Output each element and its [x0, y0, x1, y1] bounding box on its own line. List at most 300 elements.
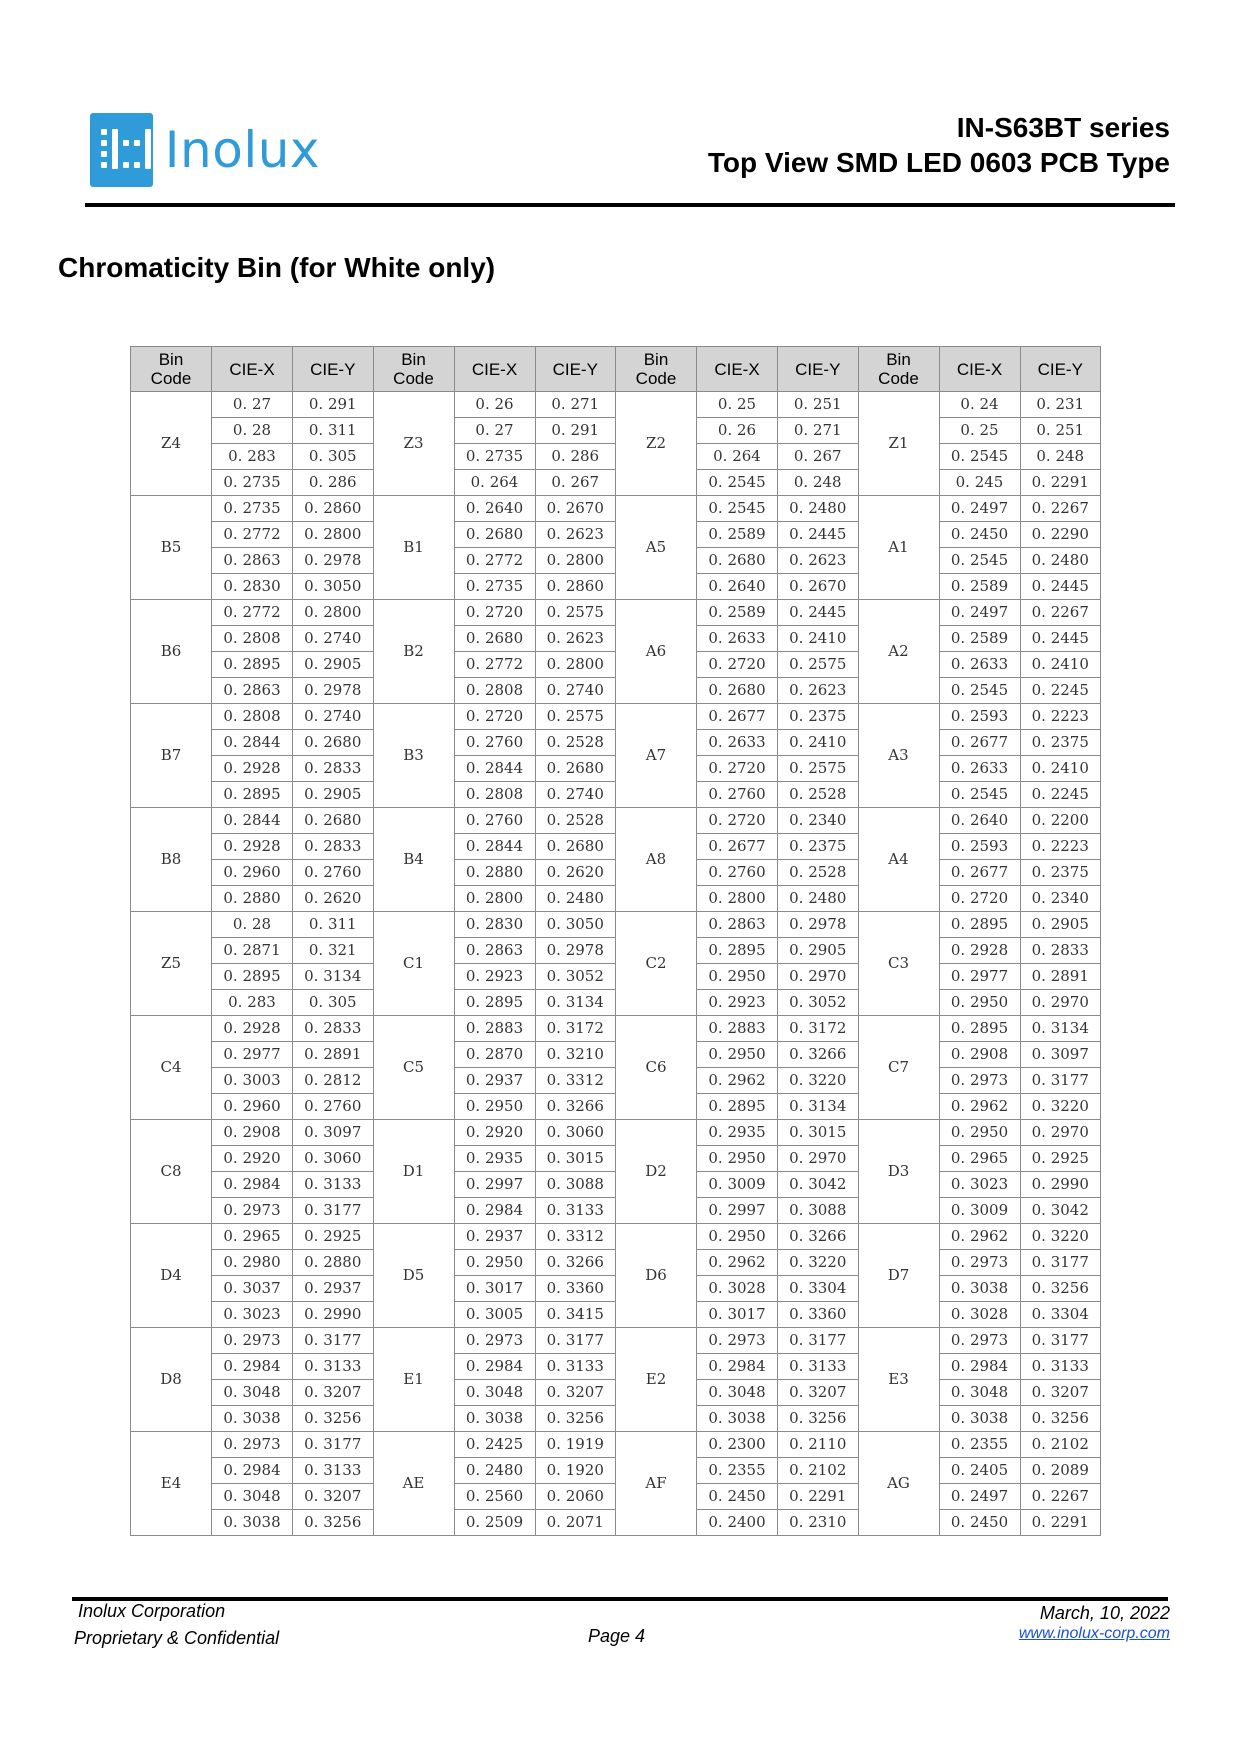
cie-x-cell: 0. 3048 — [212, 1484, 293, 1510]
cie-y-cell: 0. 2860 — [293, 496, 374, 522]
cie-y-cell: 0. 3133 — [778, 1354, 859, 1380]
cie-y-cell: 0. 3134 — [778, 1094, 859, 1120]
cie-x-cell: 0. 2962 — [939, 1224, 1020, 1250]
cie-x-cell: 0. 2895 — [454, 990, 535, 1016]
section-title: Chromaticity Bin (for White only) — [58, 252, 496, 283]
logo-mark-icon — [90, 113, 153, 187]
cie-x-cell: 0. 2950 — [697, 964, 778, 990]
cie-y-cell: 0. 2375 — [1020, 860, 1101, 886]
bin-code-cell: A6 — [616, 600, 697, 704]
bin-code-cell: D1 — [373, 1120, 454, 1224]
cie-x-cell: 0. 2720 — [939, 886, 1020, 912]
bin-code-cell: C6 — [616, 1016, 697, 1120]
cie-x-cell: 0. 2545 — [697, 470, 778, 496]
cie-x-cell: 0. 2735 — [454, 574, 535, 600]
cie-y-cell: 0. 2528 — [535, 730, 616, 756]
cie-y-cell: 0. 3133 — [535, 1198, 616, 1224]
cie-x-cell: 0. 24 — [939, 392, 1020, 418]
bin-code-cell: C1 — [373, 912, 454, 1016]
cie-x-cell: 0. 2735 — [454, 444, 535, 470]
cie-y-cell: 0. 271 — [778, 418, 859, 444]
cie-x-cell: 0. 2677 — [939, 730, 1020, 756]
cie-x-cell: 0. 2863 — [212, 548, 293, 574]
cie-y-cell: 0. 3097 — [293, 1120, 374, 1146]
cie-x-cell: 0. 2589 — [697, 600, 778, 626]
cie-y-cell: 0. 3177 — [778, 1328, 859, 1354]
bin-code-cell: A8 — [616, 808, 697, 912]
cie-x-cell: 0. 2405 — [939, 1458, 1020, 1484]
cie-x-cell: 0. 3038 — [939, 1406, 1020, 1432]
cie-y-cell: 0. 3060 — [293, 1146, 374, 1172]
cie-x-cell: 0. 2973 — [454, 1328, 535, 1354]
cie-x-cell: 0. 2937 — [454, 1068, 535, 1094]
bin-code-cell: C3 — [858, 912, 939, 1016]
cie-y-cell: 0. 2102 — [1020, 1432, 1101, 1458]
cie-y-cell: 0. 2528 — [778, 782, 859, 808]
cie-x-cell: 0. 2545 — [939, 444, 1020, 470]
cie-x-cell: 0. 2984 — [939, 1354, 1020, 1380]
cie-y-cell: 0. 3177 — [1020, 1328, 1101, 1354]
table-row — [131, 704, 1101, 730]
cie-x-cell: 0. 3023 — [212, 1302, 293, 1328]
cie-y-cell: 0. 3015 — [535, 1146, 616, 1172]
cie-y-cell: 0. 3415 — [535, 1302, 616, 1328]
bin-code-cell: B5 — [131, 496, 212, 600]
cie-y-cell: 0. 2223 — [1020, 704, 1101, 730]
cie-x-cell: 0. 2928 — [939, 938, 1020, 964]
cie-y-cell: 0. 2445 — [1020, 626, 1101, 652]
bin-code-cell: B1 — [373, 496, 454, 600]
cie-y-cell: 0. 2575 — [778, 652, 859, 678]
cie-x-cell: 0. 26 — [454, 392, 535, 418]
cie-x-cell: 0. 245 — [939, 470, 1020, 496]
cie-y-cell: 0. 2740 — [293, 704, 374, 730]
cie-x-cell: 0. 2950 — [697, 1224, 778, 1250]
bin-code-cell: E4 — [131, 1432, 212, 1536]
bin-code-cell: D2 — [616, 1120, 697, 1224]
cie-x-cell: 0. 28 — [212, 912, 293, 938]
cie-x-cell: 0. 2800 — [697, 886, 778, 912]
cie-y-cell: 0. 267 — [535, 470, 616, 496]
cie-y-cell: 0. 2925 — [1020, 1146, 1101, 1172]
cie-y-cell: 0. 3256 — [778, 1406, 859, 1432]
cie-x-cell: 0. 3009 — [697, 1172, 778, 1198]
cie-y-cell: 0. 3256 — [293, 1406, 374, 1432]
bin-code-cell: D5 — [373, 1224, 454, 1328]
cie-y-cell: 0. 2528 — [778, 860, 859, 886]
cie-x-cell: 0. 2772 — [212, 522, 293, 548]
cie-x-cell: 0. 2950 — [454, 1094, 535, 1120]
cie-y-cell: 0. 2740 — [535, 782, 616, 808]
cie-y-cell: 0. 321 — [293, 938, 374, 964]
footer-date: March, 10, 2022 — [1039, 1603, 1170, 1623]
header-bin-code: Bin Code — [616, 347, 697, 392]
cie-x-cell: 0. 2677 — [697, 834, 778, 860]
cie-y-cell: 0. 3042 — [1020, 1198, 1101, 1224]
table-row — [131, 496, 1101, 522]
cie-x-cell: 0. 3048 — [212, 1380, 293, 1406]
cie-x-cell: 0. 2509 — [454, 1510, 535, 1536]
website-link[interactable]: www.inolux-corp.com — [1018, 1625, 1170, 1642]
cie-y-cell: 0. 2575 — [778, 756, 859, 782]
cie-x-cell: 0. 2908 — [212, 1120, 293, 1146]
cie-y-cell: 0. 3207 — [535, 1380, 616, 1406]
cie-y-cell: 0. 2410 — [778, 730, 859, 756]
cie-x-cell: 0. 2928 — [212, 1016, 293, 1042]
cie-x-cell: 0. 2545 — [939, 548, 1020, 574]
cie-y-cell: 0. 305 — [293, 444, 374, 470]
cie-y-cell: 0. 2990 — [1020, 1172, 1101, 1198]
cie-x-cell: 0. 2633 — [939, 756, 1020, 782]
cie-y-cell: 0. 291 — [293, 392, 374, 418]
cie-y-cell: 0. 3134 — [293, 964, 374, 990]
cie-y-cell: 0. 3360 — [535, 1276, 616, 1302]
footer-company: Inolux Corporation — [78, 1601, 226, 1621]
cie-y-cell: 0. 2623 — [778, 548, 859, 574]
cie-y-cell: 0. 2891 — [293, 1042, 374, 1068]
cie-x-cell: 0. 2895 — [212, 782, 293, 808]
cie-y-cell: 0. 3256 — [1020, 1406, 1101, 1432]
header-bin-code: Bin Code — [131, 347, 212, 392]
cie-x-cell: 0. 2923 — [454, 964, 535, 990]
bin-code-cell: E2 — [616, 1328, 697, 1432]
cie-y-cell: 0. 2410 — [1020, 756, 1101, 782]
cie-y-cell: 0. 311 — [293, 418, 374, 444]
table-row — [131, 1432, 1101, 1458]
cie-y-cell: 0. 3088 — [535, 1172, 616, 1198]
cie-y-cell: 0. 2860 — [535, 574, 616, 600]
cie-y-cell: 0. 3256 — [293, 1510, 374, 1536]
cie-y-cell: 0. 3133 — [535, 1354, 616, 1380]
table-row — [131, 392, 1101, 418]
bin-code-cell: A7 — [616, 704, 697, 808]
cie-y-cell: 0. 2812 — [293, 1068, 374, 1094]
cie-x-cell: 0. 2677 — [939, 860, 1020, 886]
cie-y-cell: 0. 2340 — [778, 808, 859, 834]
cie-y-cell: 0. 3177 — [1020, 1068, 1101, 1094]
bin-code-cell: Z4 — [131, 392, 212, 496]
cie-x-cell: 0. 27 — [454, 418, 535, 444]
cie-y-cell: 0. 3312 — [535, 1224, 616, 1250]
cie-x-cell: 0. 2920 — [212, 1146, 293, 1172]
cie-x-cell: 0. 2973 — [212, 1198, 293, 1224]
cie-y-cell: 0. 2880 — [293, 1250, 374, 1276]
cie-y-cell: 0. 3207 — [1020, 1380, 1101, 1406]
cie-x-cell: 0. 2760 — [697, 782, 778, 808]
cie-y-cell: 0. 2480 — [535, 886, 616, 912]
cie-x-cell: 0. 2640 — [939, 808, 1020, 834]
cie-x-cell: 0. 3023 — [939, 1172, 1020, 1198]
cie-y-cell: 0. 2445 — [1020, 574, 1101, 600]
cie-y-cell: 0. 2071 — [535, 1510, 616, 1536]
cie-y-cell: 0. 3220 — [1020, 1224, 1101, 1250]
cie-x-cell: 0. 2844 — [454, 834, 535, 860]
cie-y-cell: 0. 271 — [535, 392, 616, 418]
cie-y-cell: 0. 248 — [778, 470, 859, 496]
cie-y-cell: 0. 286 — [535, 444, 616, 470]
cie-x-cell: 0. 2950 — [697, 1146, 778, 1172]
cie-y-cell: 0. 3177 — [293, 1432, 374, 1458]
cie-x-cell: 0. 264 — [454, 470, 535, 496]
bin-code-cell: C8 — [131, 1120, 212, 1224]
cie-x-cell: 0. 2980 — [212, 1250, 293, 1276]
cie-y-cell: 0. 2833 — [1020, 938, 1101, 964]
bin-code-cell: D6 — [616, 1224, 697, 1328]
cie-y-cell: 0. 3097 — [1020, 1042, 1101, 1068]
cie-x-cell: 0. 2735 — [212, 496, 293, 522]
header-bin-code: Bin Code — [858, 347, 939, 392]
cie-x-cell: 0. 2984 — [454, 1354, 535, 1380]
cie-y-cell: 0. 2937 — [293, 1276, 374, 1302]
cie-y-cell: 0. 2760 — [293, 1094, 374, 1120]
cie-x-cell: 0. 2997 — [697, 1198, 778, 1224]
cie-y-cell: 0. 2970 — [778, 1146, 859, 1172]
logo-wordmark: Inolux — [164, 121, 320, 179]
cie-y-cell: 0. 2480 — [1020, 548, 1101, 574]
cie-x-cell: 0. 2593 — [939, 704, 1020, 730]
cie-x-cell: 0. 2497 — [939, 496, 1020, 522]
cie-x-cell: 0. 2895 — [697, 938, 778, 964]
cie-y-cell: 0. 2740 — [535, 678, 616, 704]
cie-x-cell: 0. 2545 — [697, 496, 778, 522]
cie-x-cell: 0. 2680 — [454, 626, 535, 652]
cie-y-cell: 0. 2670 — [535, 496, 616, 522]
cie-x-cell: 0. 2450 — [697, 1484, 778, 1510]
cie-y-cell: 0. 2480 — [778, 886, 859, 912]
cie-y-cell: 0. 251 — [778, 392, 859, 418]
cie-y-cell: 0. 3042 — [778, 1172, 859, 1198]
bin-code-cell: C7 — [858, 1016, 939, 1120]
cie-x-cell: 0. 2808 — [212, 704, 293, 730]
cie-y-cell: 0. 2978 — [535, 938, 616, 964]
cie-x-cell: 0. 2880 — [212, 886, 293, 912]
cie-x-cell: 0. 2355 — [939, 1432, 1020, 1458]
cie-y-cell: 0. 2800 — [535, 652, 616, 678]
cie-x-cell: 0. 2808 — [454, 782, 535, 808]
cie-x-cell: 0. 2923 — [697, 990, 778, 1016]
cie-x-cell: 0. 2589 — [939, 574, 1020, 600]
cie-x-cell: 0. 2735 — [212, 470, 293, 496]
cie-x-cell: 0. 2593 — [939, 834, 1020, 860]
cie-x-cell: 0. 2800 — [454, 886, 535, 912]
cie-y-cell: 0. 2970 — [778, 964, 859, 990]
cie-x-cell: 0. 27 — [212, 392, 293, 418]
header-cie-y: CIE-Y — [535, 347, 616, 392]
cie-x-cell: 0. 2863 — [212, 678, 293, 704]
cie-y-cell: 0. 2575 — [535, 704, 616, 730]
cie-y-cell: 0. 2800 — [535, 548, 616, 574]
cie-x-cell: 0. 3005 — [454, 1302, 535, 1328]
cie-x-cell: 0. 2545 — [939, 678, 1020, 704]
bin-code-cell: D7 — [858, 1224, 939, 1328]
cie-y-cell: 0. 2089 — [1020, 1458, 1101, 1484]
header-cie-x: CIE-X — [697, 347, 778, 392]
table-row — [131, 1120, 1101, 1146]
cie-y-cell: 0. 2291 — [778, 1484, 859, 1510]
cie-y-cell: 0. 2267 — [1020, 600, 1101, 626]
cie-x-cell: 0. 2871 — [212, 938, 293, 964]
inolux-logo — [90, 112, 320, 188]
bin-code-cell: Z5 — [131, 912, 212, 1016]
cie-y-cell: 0. 2060 — [535, 1484, 616, 1510]
cie-x-cell: 0. 2720 — [697, 652, 778, 678]
cie-y-cell: 0. 2670 — [778, 574, 859, 600]
cie-y-cell: 0. 3172 — [535, 1016, 616, 1042]
cie-x-cell: 0. 2808 — [454, 678, 535, 704]
cie-y-cell: 0. 2905 — [1020, 912, 1101, 938]
cie-y-cell: 0. 2375 — [1020, 730, 1101, 756]
cie-x-cell: 0. 2425 — [454, 1432, 535, 1458]
cie-x-cell: 0. 2720 — [454, 704, 535, 730]
cie-y-cell: 0. 2891 — [1020, 964, 1101, 990]
cie-x-cell: 0. 2760 — [454, 730, 535, 756]
cie-y-cell: 0. 2978 — [293, 678, 374, 704]
page-number: Page 4 — [588, 1626, 646, 1646]
cie-x-cell: 0. 2973 — [212, 1432, 293, 1458]
header-cie-y: CIE-Y — [293, 347, 374, 392]
cie-x-cell: 0. 2808 — [212, 626, 293, 652]
cie-y-cell: 0. 248 — [1020, 444, 1101, 470]
cie-y-cell: 0. 2267 — [1020, 1484, 1101, 1510]
cie-x-cell: 0. 283 — [212, 990, 293, 1016]
cie-x-cell: 0. 3009 — [939, 1198, 1020, 1224]
cie-y-cell: 0. 3133 — [293, 1458, 374, 1484]
cie-x-cell: 0. 3003 — [212, 1068, 293, 1094]
cie-y-cell: 0. 3256 — [1020, 1276, 1101, 1302]
cie-y-cell: 0. 2680 — [535, 756, 616, 782]
cie-x-cell: 0. 2895 — [939, 1016, 1020, 1042]
cie-x-cell: 0. 2977 — [212, 1042, 293, 1068]
cie-y-cell: 0. 2833 — [293, 834, 374, 860]
chromaticity-bin-table — [130, 346, 1101, 1536]
cie-y-cell: 0. 3207 — [778, 1380, 859, 1406]
cie-y-cell: 0. 2375 — [778, 704, 859, 730]
cie-y-cell: 0. 2905 — [778, 938, 859, 964]
cie-y-cell: 0. 2340 — [1020, 886, 1101, 912]
bin-code-cell: Z1 — [858, 392, 939, 496]
cie-y-cell: 0. 3304 — [778, 1276, 859, 1302]
cie-x-cell: 0. 2680 — [454, 522, 535, 548]
cie-y-cell: 0. 2970 — [1020, 990, 1101, 1016]
cie-x-cell: 0. 2973 — [939, 1250, 1020, 1276]
cie-y-cell: 0. 2267 — [1020, 496, 1101, 522]
cie-y-cell: 0. 2575 — [535, 600, 616, 626]
cie-x-cell: 0. 2844 — [212, 808, 293, 834]
cie-x-cell: 0. 2895 — [697, 1094, 778, 1120]
cie-x-cell: 0. 3028 — [939, 1302, 1020, 1328]
cie-y-cell: 0. 2680 — [293, 730, 374, 756]
cie-x-cell: 0. 3017 — [697, 1302, 778, 1328]
cie-x-cell: 0. 25 — [939, 418, 1020, 444]
cie-y-cell: 0. 3052 — [778, 990, 859, 1016]
cie-y-cell: 0. 3207 — [293, 1484, 374, 1510]
cie-y-cell: 0. 2200 — [1020, 808, 1101, 834]
cie-x-cell: 0. 2863 — [454, 938, 535, 964]
cie-x-cell: 0. 2965 — [939, 1146, 1020, 1172]
cie-y-cell: 0. 2990 — [293, 1302, 374, 1328]
cie-x-cell: 0. 2772 — [454, 652, 535, 678]
cie-x-cell: 0. 2962 — [697, 1068, 778, 1094]
cie-y-cell: 0. 2528 — [535, 808, 616, 834]
cie-y-cell: 0. 3088 — [778, 1198, 859, 1224]
cie-x-cell: 0. 264 — [697, 444, 778, 470]
cie-x-cell: 0. 2928 — [212, 834, 293, 860]
cie-x-cell: 0. 2633 — [697, 626, 778, 652]
cie-x-cell: 0. 2589 — [697, 522, 778, 548]
table-row — [131, 808, 1101, 834]
cie-x-cell: 0. 3028 — [697, 1276, 778, 1302]
cie-x-cell: 0. 3048 — [454, 1380, 535, 1406]
cie-y-cell: 0. 3266 — [535, 1250, 616, 1276]
cie-y-cell: 0. 3220 — [1020, 1094, 1101, 1120]
cie-x-cell: 0. 3017 — [454, 1276, 535, 1302]
cie-x-cell: 0. 2633 — [697, 730, 778, 756]
cie-x-cell: 0. 2937 — [454, 1224, 535, 1250]
bin-code-cell: C4 — [131, 1016, 212, 1120]
bin-code-cell: Z2 — [616, 392, 697, 496]
cie-x-cell: 0. 2863 — [697, 912, 778, 938]
cie-x-cell: 0. 2300 — [697, 1432, 778, 1458]
bin-code-cell: D4 — [131, 1224, 212, 1328]
bin-code-cell: E3 — [858, 1328, 939, 1432]
cie-x-cell: 0. 2908 — [939, 1042, 1020, 1068]
cie-x-cell: 0. 3038 — [939, 1276, 1020, 1302]
cie-x-cell: 0. 2844 — [454, 756, 535, 782]
cie-x-cell: 0. 26 — [697, 418, 778, 444]
cie-y-cell: 0. 2620 — [535, 860, 616, 886]
bin-code-cell: E1 — [373, 1328, 454, 1432]
cie-x-cell: 0. 2950 — [939, 990, 1020, 1016]
cie-y-cell: 0. 3177 — [293, 1198, 374, 1224]
bin-code-cell: AG — [858, 1432, 939, 1536]
cie-y-cell: 0. 2291 — [1020, 470, 1101, 496]
cie-x-cell: 0. 2950 — [454, 1250, 535, 1276]
cie-y-cell: 0. 3134 — [535, 990, 616, 1016]
cie-x-cell: 0. 2677 — [697, 704, 778, 730]
cie-x-cell: 0. 2973 — [697, 1328, 778, 1354]
cie-y-cell: 0. 2680 — [535, 834, 616, 860]
cie-y-cell: 0. 305 — [293, 990, 374, 1016]
cie-y-cell: 0. 3133 — [293, 1354, 374, 1380]
bin-code-cell: A3 — [858, 704, 939, 808]
header-cie-y: CIE-Y — [1020, 347, 1101, 392]
cie-y-cell: 0. 2978 — [293, 548, 374, 574]
cie-x-cell: 0. 2830 — [212, 574, 293, 600]
cie-x-cell: 0. 2973 — [939, 1328, 1020, 1354]
cie-y-cell: 0. 2970 — [1020, 1120, 1101, 1146]
cie-y-cell: 0. 2978 — [778, 912, 859, 938]
bin-code-cell: D8 — [131, 1328, 212, 1432]
cie-x-cell: 0. 2680 — [697, 678, 778, 704]
cie-y-cell: 0. 3312 — [535, 1068, 616, 1094]
cie-y-cell: 0. 3134 — [1020, 1016, 1101, 1042]
cie-x-cell: 0. 2497 — [939, 600, 1020, 626]
cie-y-cell: 0. 2445 — [778, 522, 859, 548]
footer-divider — [72, 1597, 1168, 1601]
table-row — [131, 912, 1101, 938]
cie-x-cell: 0. 25 — [697, 392, 778, 418]
header-cie-y: CIE-Y — [778, 347, 859, 392]
cie-y-cell: 0. 3256 — [535, 1406, 616, 1432]
cie-x-cell: 0. 2984 — [212, 1458, 293, 1484]
header-bin-code: Bin Code — [373, 347, 454, 392]
cie-x-cell: 0. 2640 — [454, 496, 535, 522]
cie-x-cell: 0. 2640 — [697, 574, 778, 600]
cie-x-cell: 0. 3038 — [212, 1510, 293, 1536]
cie-x-cell: 0. 3048 — [697, 1380, 778, 1406]
cie-x-cell: 0. 3038 — [454, 1406, 535, 1432]
cie-y-cell: 0. 2375 — [778, 834, 859, 860]
